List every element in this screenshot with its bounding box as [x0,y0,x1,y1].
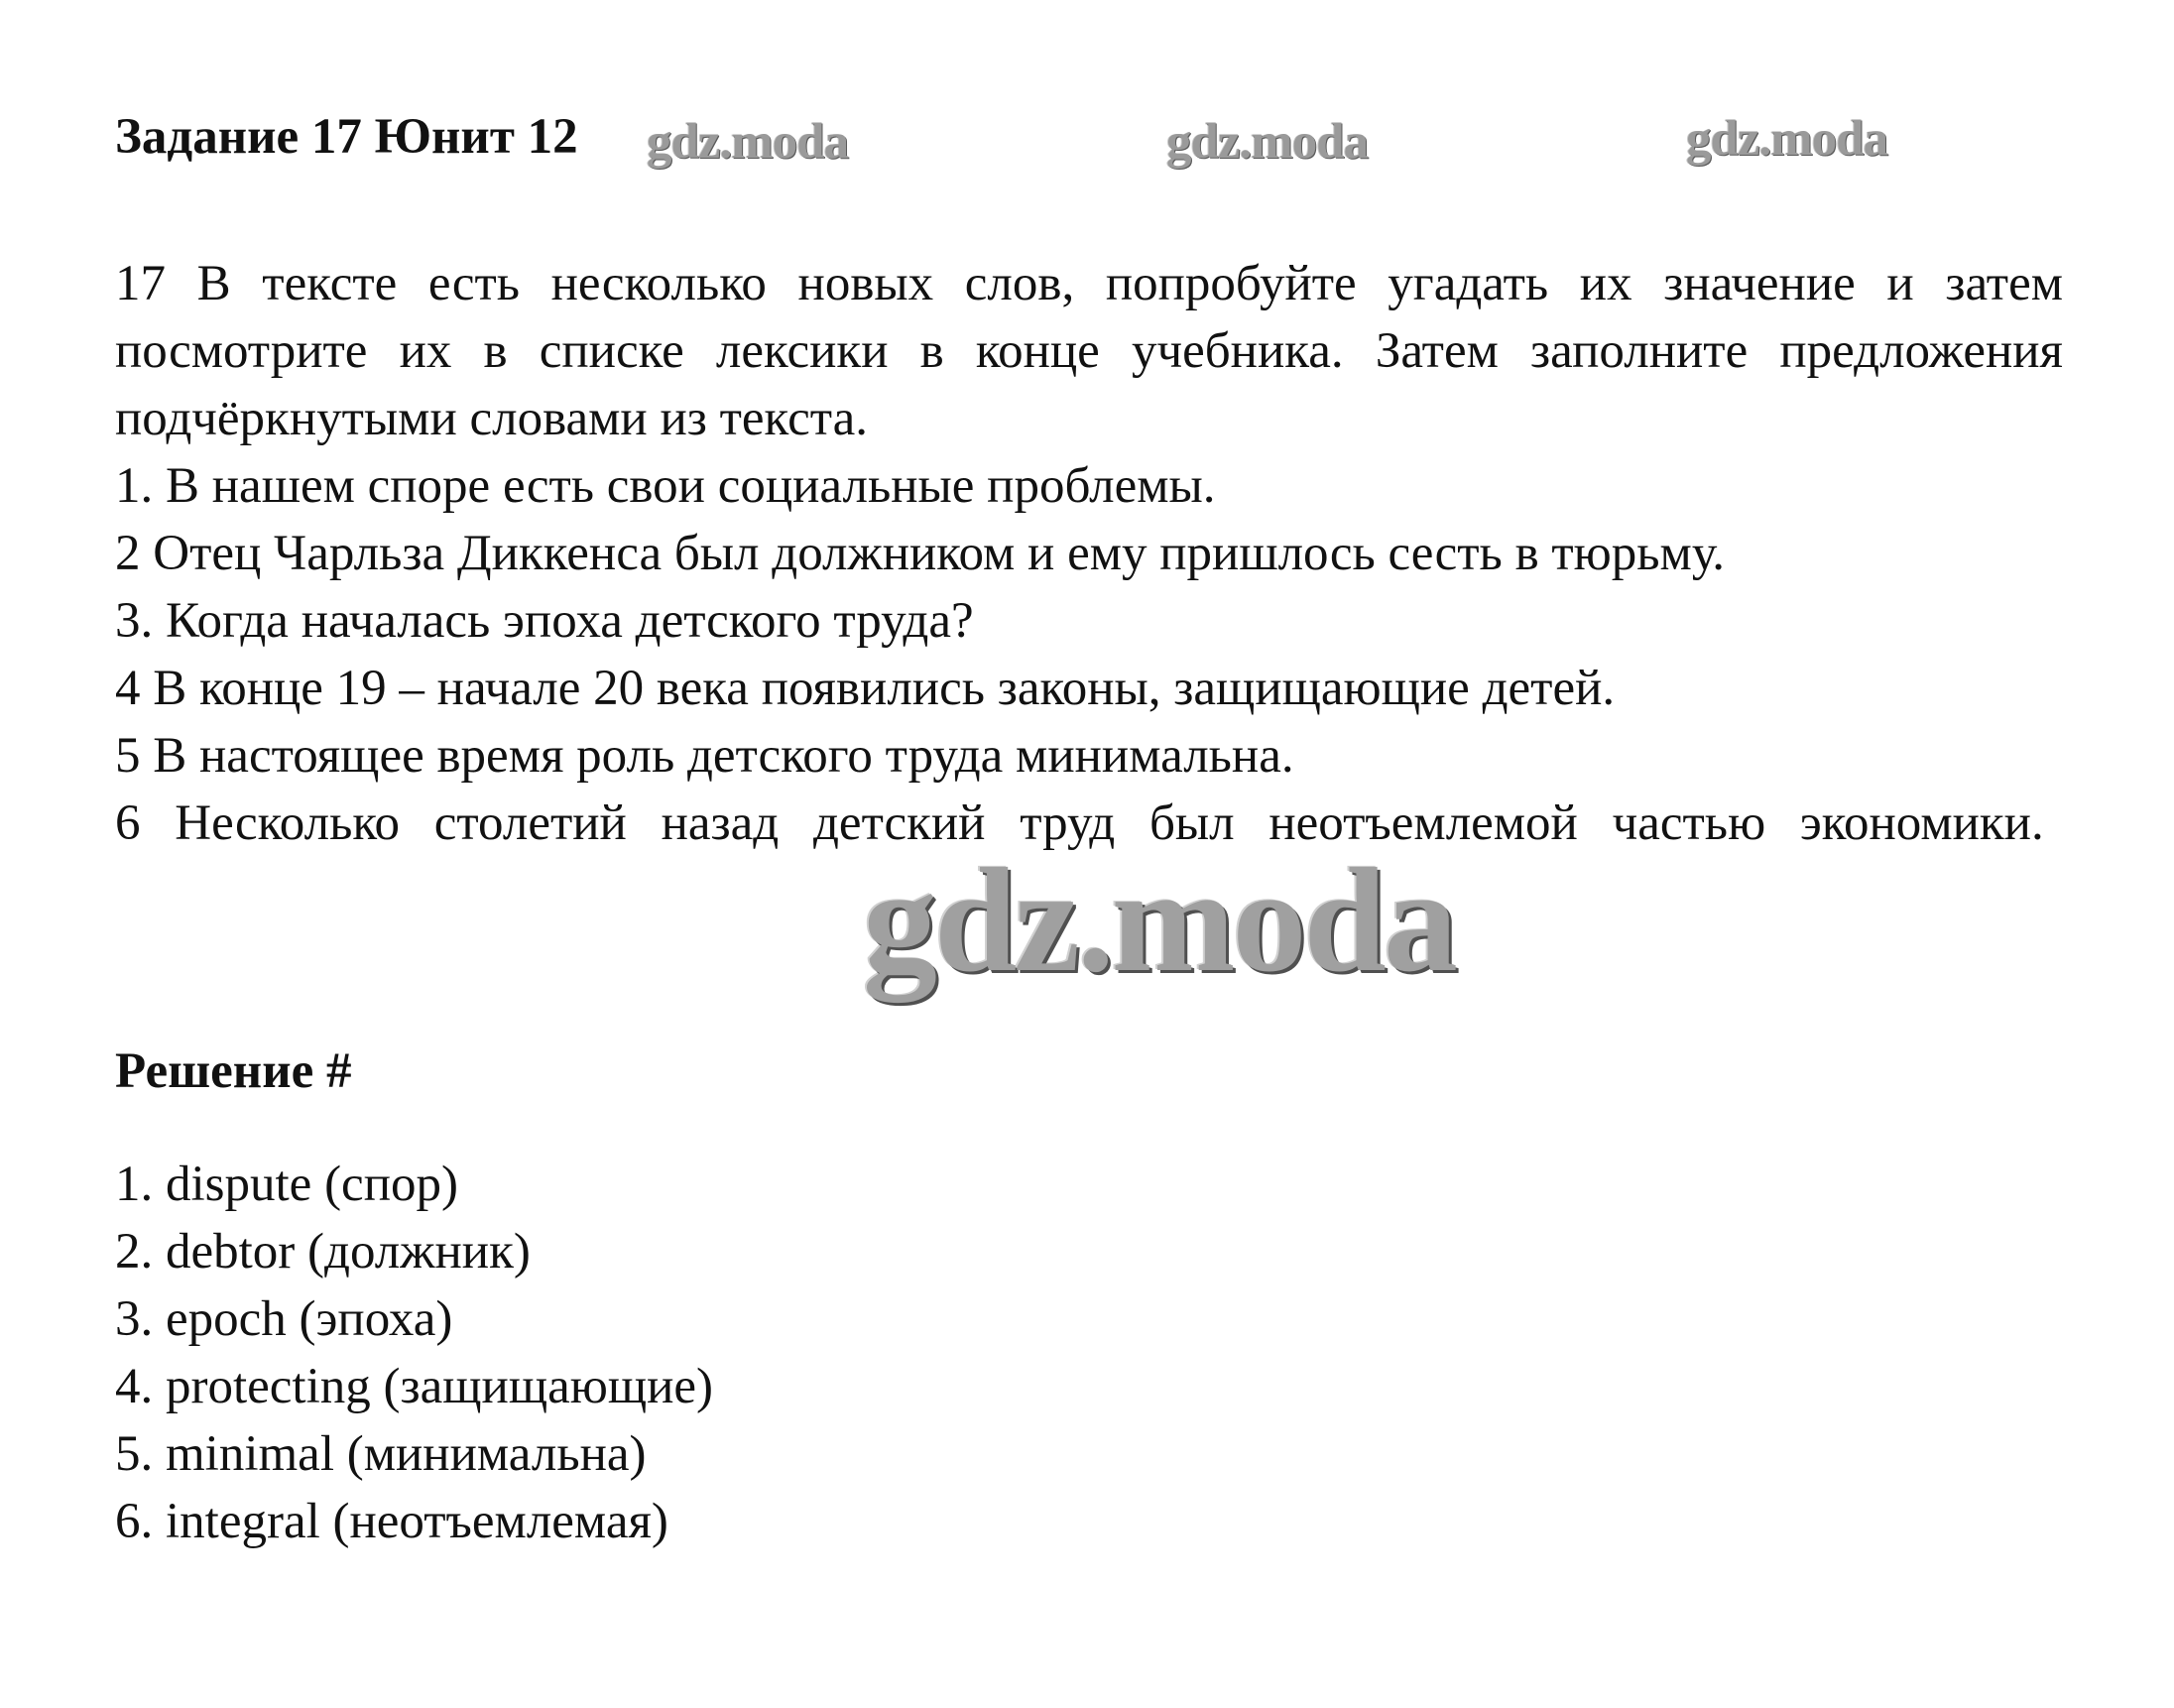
watermark-logo: gdz.moda [1686,111,1888,167]
answer-item: 3. epoch (эпоха) [115,1291,453,1347]
task-sentence-3: 3. Когда началась эпоха детского труда? [115,593,974,649]
answer-list [115,1151,1504,1555]
solution-heading: Решение # [115,1043,352,1099]
answer-item: 4. protecting (защищающие) [115,1359,714,1414]
page-title: Задание 17 Юнит 12 [115,109,578,165]
task-text [115,250,2063,857]
answer-item: 6. integral (неотъемлемая) [115,1494,668,1549]
task-sentence-1: 1. В нашем споре есть свои социальные проблемы. [115,458,1216,514]
answer-item: 5. minimal (минимальна) [115,1426,647,1482]
watermark-logo-large: gdz.moda [863,838,1455,1003]
answer-item: 2. debtor (должник) [115,1224,531,1280]
task-sentence-5: 5 В настоящее время роль детского труда минимальна. [115,728,1294,784]
task-intro: 17 В тексте есть несколько новых слов, попробуйте угадать их значение и затем посмотрите их в списке лексики в конце учебника. Затем заполните предложения подчёркнутыми словами из текста. [115,256,2063,446]
task-sentence-4: 4 В конце 19 – начале 20 века появились законы, защищающие детей. [115,661,1616,716]
answer-item: 1. dispute (спор) [115,1157,458,1212]
task-sentence-2: 2 Отец Чарльза Диккенса был должником и ему пришлось сесть в тюрьму. [115,526,1725,581]
task-sentence-6: 6 Несколько столетий назад детский труд был неотъемлемой частью экономики. [115,795,2044,851]
watermark-logo: gdz.moda [1166,114,1369,170]
watermark-logo: gdz.moda [647,114,849,170]
